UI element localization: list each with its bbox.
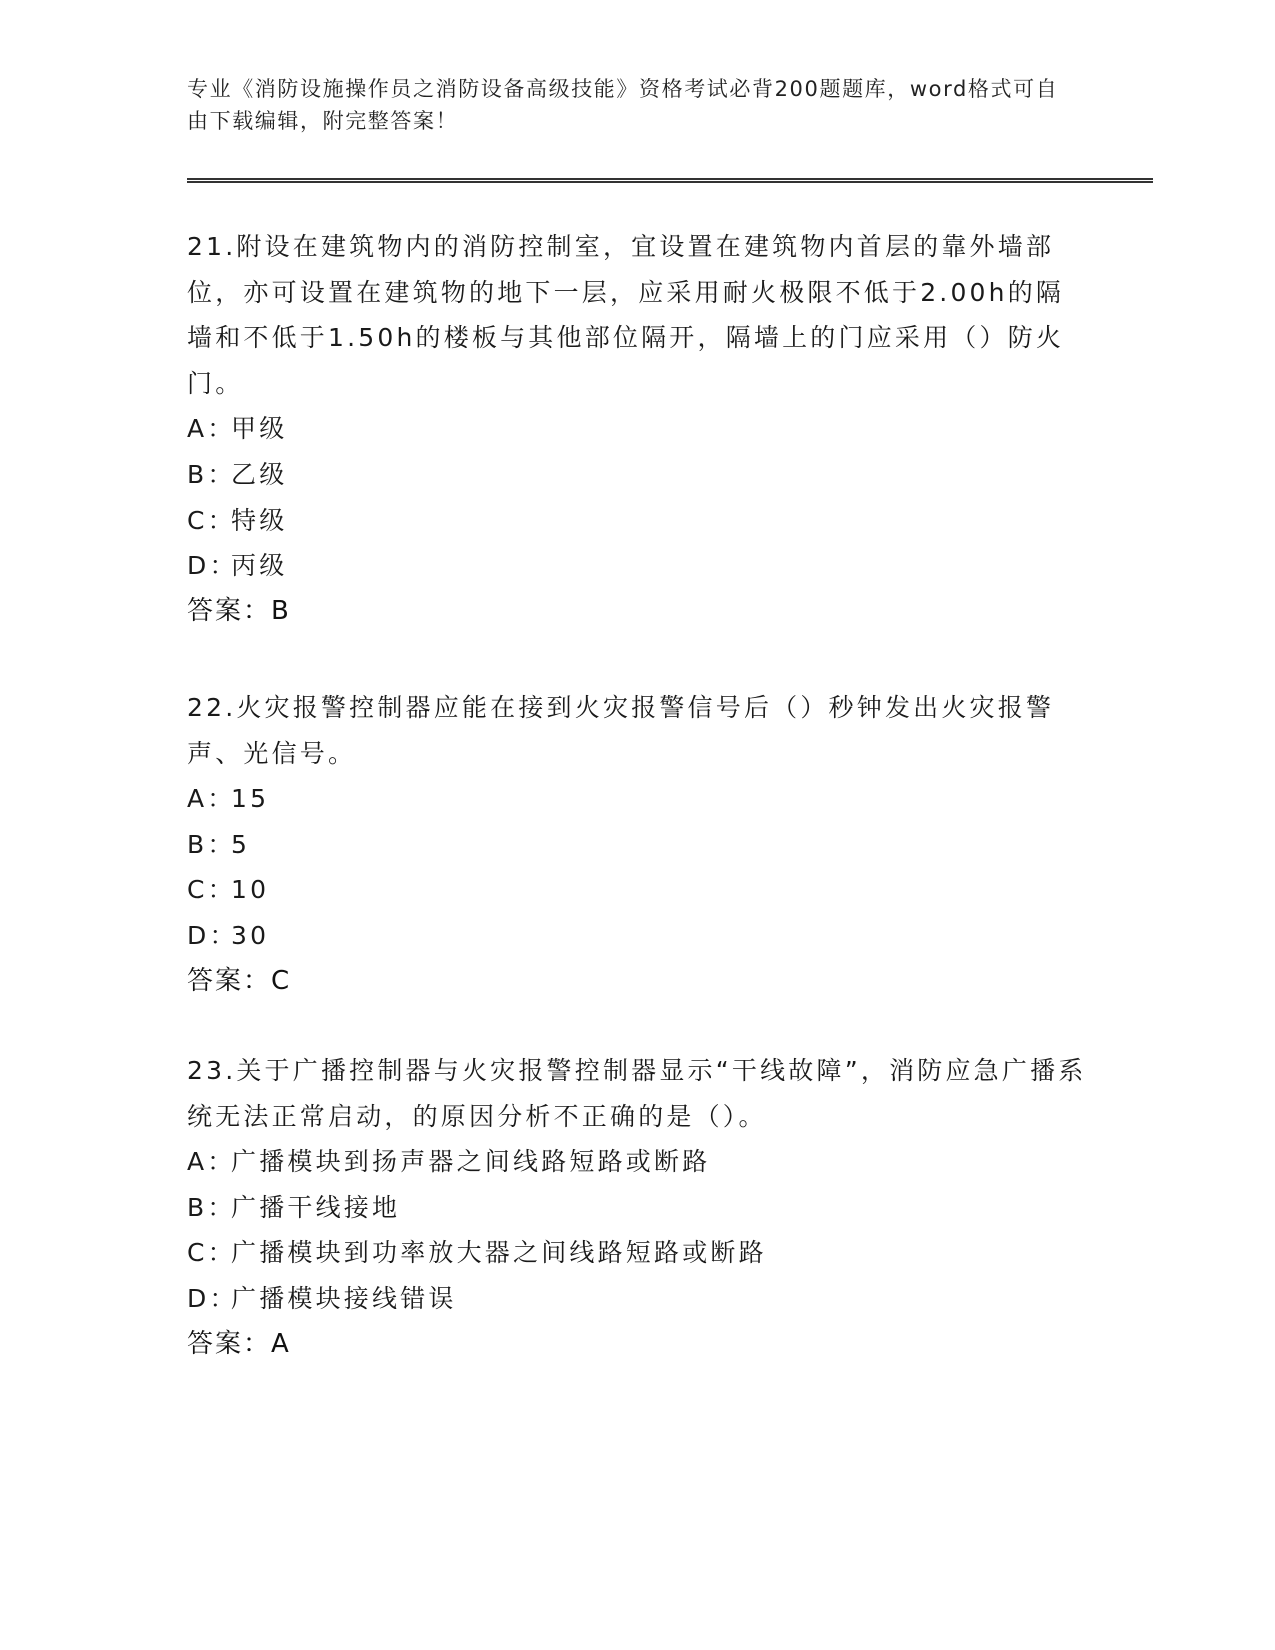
option-key: A： [187, 784, 236, 814]
option-c [187, 1230, 1087, 1276]
option-text: 10 [231, 875, 270, 905]
option-b [187, 1185, 1087, 1231]
option-c [187, 867, 1087, 913]
question-stem: 22.火灾报警控制器应能在接到火灾报警信号后（）秒钟发出火灾报警声、光信号。 [187, 693, 1055, 768]
option-text: 广播模块接线错误 [231, 1283, 457, 1313]
option-key: B： [187, 829, 236, 859]
option-key: B： [187, 1192, 236, 1222]
option-text: 特级 [231, 505, 288, 535]
option-d [187, 913, 1087, 959]
document-header: 专业《消防设施操作员之消防设备高级技能》资格考试必背200题题库，word格式可自由下载编辑，附完整答案！ [187, 77, 1059, 133]
option-key: B： [187, 459, 236, 489]
option-key: A： [187, 1147, 236, 1177]
option-key: A： [187, 414, 236, 444]
option-text: 丙级 [231, 551, 288, 581]
option-c [187, 498, 1087, 544]
option-text: 30 [231, 920, 270, 950]
option-text: 乙级 [231, 459, 288, 489]
option-d [187, 543, 1087, 589]
answer-line: 答案：A [187, 1328, 291, 1359]
option-text: 甲级 [231, 414, 288, 444]
option-key: D： [187, 1283, 238, 1313]
question-block [187, 685, 1087, 1004]
option-key: C： [187, 1238, 236, 1268]
option-key: D： [187, 551, 238, 581]
question-block [187, 224, 1087, 634]
question-stem: 23.关于广播控制器与火灾报警控制器显示“干线故障”，消防应急广播系统无法正常启动，的原因分析不正确的是（）。 [187, 1056, 1087, 1131]
option-a [187, 1139, 1087, 1185]
answer-line: 答案：B [187, 595, 291, 626]
header-double-rule [187, 178, 1153, 183]
option-text: 广播模块到功率放大器之间线路短路或断路 [231, 1238, 767, 1268]
answer-line: 答案：C [187, 965, 292, 996]
option-a [187, 776, 1087, 822]
question-stem: 21.附设在建筑物内的消防控制室，宜设置在建筑物内首层的靠外墙部位，亦可设置在建筑物的地下一层，应采用耐火极限不低于2.00h的隔墙和不低于1.50h的楼板与其他部位隔开，隔墙上的门应采用（）防火门。 [187, 232, 1065, 398]
option-key: D： [187, 920, 238, 950]
option-a [187, 406, 1087, 452]
option-key: C： [187, 875, 236, 905]
option-b [187, 822, 1087, 868]
option-text: 广播模块到扬声器之间线路短路或断路 [231, 1147, 711, 1177]
option-text: 广播干线接地 [231, 1192, 401, 1222]
option-b [187, 452, 1087, 498]
option-text: 5 [231, 829, 251, 859]
option-key: C： [187, 505, 236, 535]
option-text: 15 [231, 784, 270, 814]
question-block [187, 1048, 1087, 1367]
option-d [187, 1276, 1087, 1322]
